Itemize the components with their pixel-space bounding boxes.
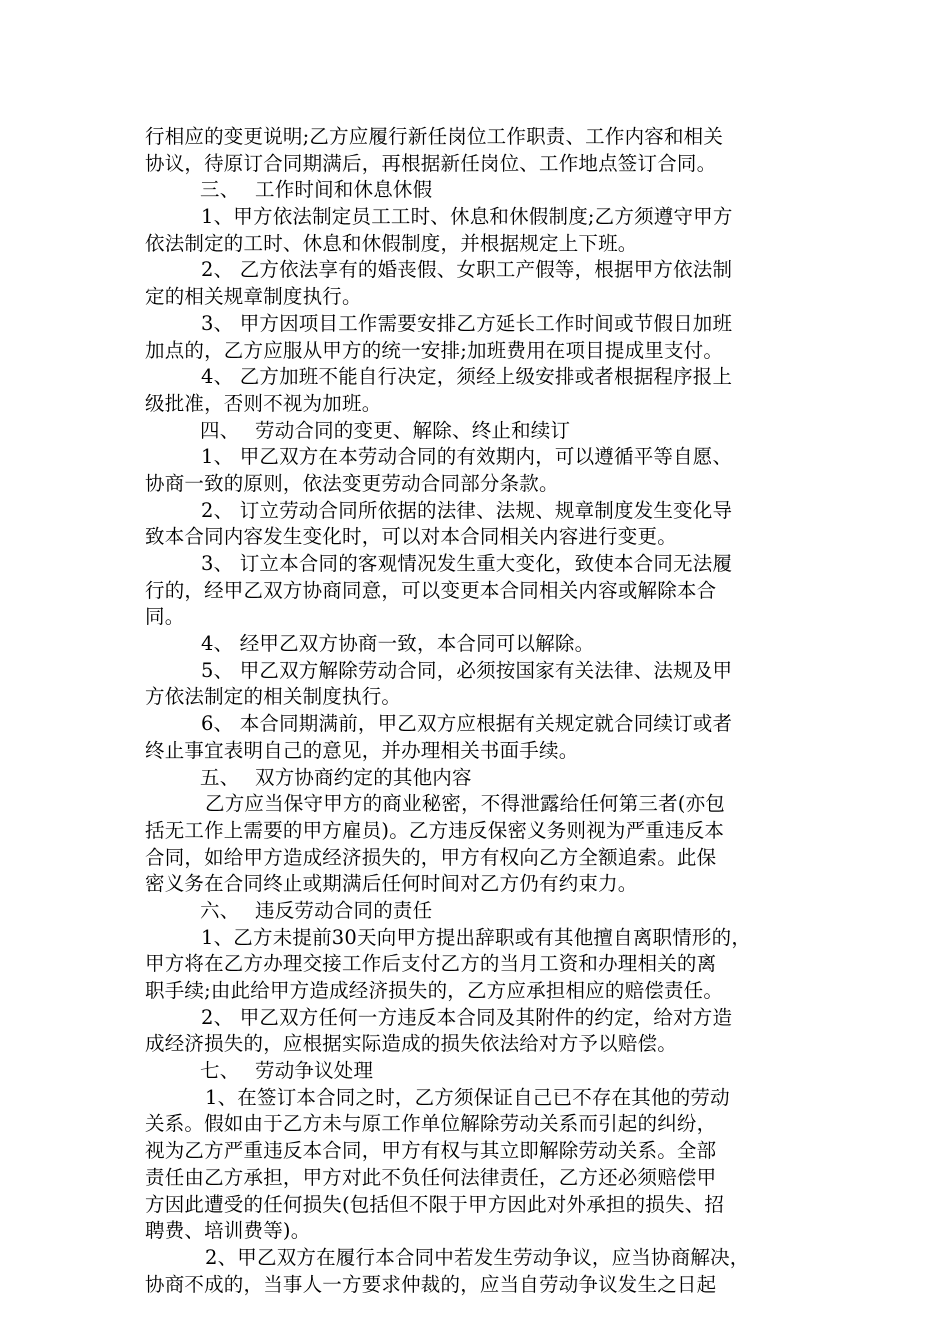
document-page (145, 124, 813, 1298)
paragraph-line: 级批准，否则不视为加班。 (145, 391, 382, 415)
paragraph-first-line: 3、 订立本合同的客观情况发生重大变化，致使本合同无法履 (201, 552, 733, 575)
paragraph-line: 视为乙方严重违反本合同，甲方有权与其立即解除劳动关系。全部 (145, 1139, 717, 1163)
section-title: 违反劳动合同的责任 (255, 898, 433, 922)
section-title: 双方协商约定的其他内容 (255, 765, 472, 789)
section-number: 六、 (200, 898, 240, 922)
section-heading (145, 177, 813, 204)
paragraph-line: 括无工作上需要的甲方雇员)。乙方违反保密义务则视为严重违反本 (145, 818, 725, 842)
section-title: 劳动合同的变更、解除、终止和续订 (255, 418, 571, 442)
paragraph-first-line: 4、 乙方加班不能自行决定，须经上级安排或者根据程序报上 (201, 365, 733, 389)
paragraph-line: 合同，如给甲方造成经济损失的，甲方有权向乙方全额追索。此保 (145, 845, 717, 869)
paragraph-first-line: 1、乙方未提前30天向甲方提出辞职或有其他擅自离职情形的， (201, 925, 752, 949)
paragraph-line: 协商一致的原则，依法变更劳动合同部分条款。 (145, 471, 559, 495)
section-heading (145, 1058, 813, 1085)
paragraph-first-line: 4、 经甲乙双方协商一致，本合同可以解除。 (201, 632, 595, 656)
section-heading (145, 765, 813, 792)
paragraph-first-line: 2、 订立劳动合同所依据的法律、法规、规章制度发生变化导 (201, 498, 733, 522)
paragraph-first-line: 1、甲方依法制定员工工时、休息和休假制度;乙方须遵守甲方 (201, 205, 733, 229)
paragraph-line: 加点的，乙方应服从甲方的统一安排;加班费用在项目提成里支付。 (145, 338, 724, 362)
paragraph-line: 方因此遭受的任何损失(包括但不限于甲方因此对外承担的损失、招 (145, 1192, 725, 1216)
paragraph-line: 密义务在合同终止或期满后任何时间对乙方仍有约束力。 (145, 872, 638, 896)
section-number: 五、 (200, 765, 240, 789)
paragraph-line: 行相应的变更说明;乙方应履行新任岗位工作职责、工作内容和相关 (145, 125, 724, 148)
paragraph-first-line: 2、 甲乙双方任何一方违反本合同及其附件的约定，给对方造 (201, 1005, 733, 1029)
paragraph-line: 协议，待原订合同期满后，再根据新任岗位、工作地点签订合同。 (145, 151, 717, 175)
paragraph-line: 依法制定的工时、休息和休假制度，并根据规定上下班。 (145, 231, 638, 255)
paragraph-first-line: 1、 甲乙双方在本劳动合同的有效期内，可以遵循平等自愿、 (201, 445, 733, 469)
paragraph-line: 协商不成的，当事人一方要求仲裁的，应当自劳动争议发生之日起 (145, 1272, 717, 1296)
paragraph-first-line: 3、 甲方因项目工作需要安排乙方延长工作时间或节假日加班 (201, 311, 733, 335)
paragraph-line: 终止事宜表明自己的意见，并办理相关书面手续。 (145, 738, 579, 762)
paragraph-line: 致本合同内容发生变化时，可以对本合同相关内容进行变更。 (145, 525, 677, 549)
paragraph-first-line: 乙方应当保守甲方的商业秘密，不得泄露给任何第三者(亦包 (205, 792, 726, 816)
section-number: 三、 (200, 178, 240, 202)
paragraph-first-line: 5、 甲乙双方解除劳动合同，必须按国家有关法律、法规及甲 (201, 658, 733, 682)
paragraph-line: 甲方将在乙方办理交接工作后支付乙方的当月工资和办理相关的离 (145, 952, 717, 976)
paragraph-line: 职手续;由此给甲方造成经济损失的，乙方应承担相应的赔偿责任。 (145, 979, 724, 1002)
section-heading (145, 898, 813, 925)
paragraph-first-line: 2、 乙方依法享有的婚丧假、女职工产假等，根据甲方依法制 (201, 258, 733, 282)
paragraph-line: 同。 (145, 605, 185, 629)
section-title: 工作时间和休息休假 (255, 178, 433, 202)
paragraph-line: 关系。假如由于乙方未与原工作单位解除劳动关系而引起的纠纷， (145, 1112, 717, 1136)
section-title: 劳动争议处理 (255, 1059, 374, 1083)
section-number: 四、 (200, 418, 240, 442)
paragraph-first-line: 1、在签订本合同之时，乙方须保证自己已不存在其他的劳动 (205, 1085, 730, 1109)
paragraph-line: 定的相关规章制度执行。 (145, 285, 362, 309)
section-number: 七、 (200, 1059, 240, 1083)
paragraph-line: 方依法制定的相关制度执行。 (145, 685, 402, 709)
paragraph-line: 聘费、培训费等)。 (145, 1219, 311, 1243)
paragraph-first-line: 6、 本合同期满前，甲乙双方应根据有关规定就合同续订或者 (201, 712, 733, 736)
section-heading (145, 418, 813, 445)
paragraph-line: 责任由乙方承担，甲方对此不负任何法律责任，乙方还必须赔偿甲 (145, 1165, 717, 1189)
paragraph-first-line: 2、甲乙双方在履行本合同中若发生劳动争议，应当协商解决， (205, 1245, 750, 1269)
paragraph-line: 行的，经甲乙双方协商同意，可以变更本合同相关内容或解除本合 (145, 578, 717, 602)
paragraph-line: 成经济损失的，应根据实际造成的损失依法给对方予以赔偿。 (145, 1032, 677, 1056)
